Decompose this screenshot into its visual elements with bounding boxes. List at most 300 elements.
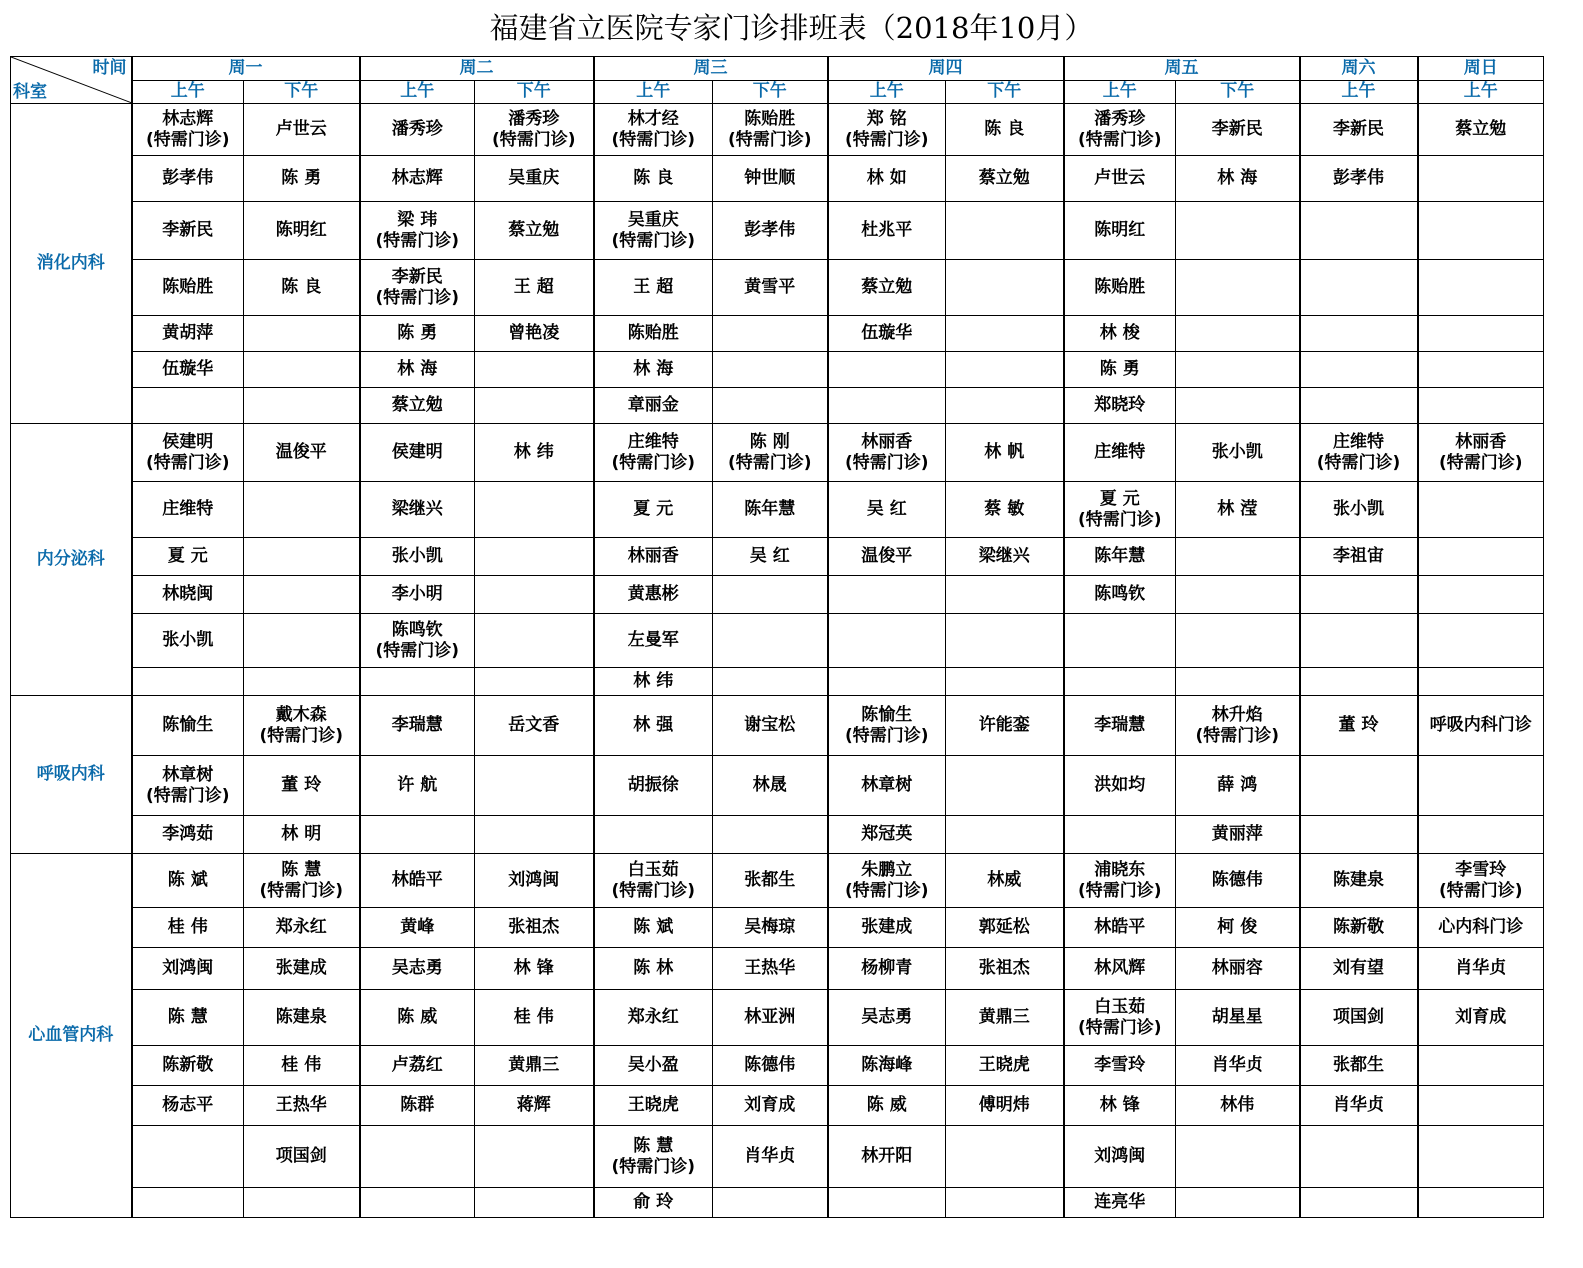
doctor-cell — [946, 156, 1064, 202]
doctor-cell — [828, 576, 946, 614]
doctor-name: 林 海 — [1217, 168, 1258, 188]
doctor-name: 刘育成 — [1455, 1007, 1507, 1027]
table-row — [11, 816, 1544, 854]
doctor-cell — [1176, 260, 1300, 316]
doctor-cell — [1064, 1126, 1176, 1188]
doctor-cell — [946, 260, 1064, 316]
doctor-name: 温俊平 — [275, 442, 327, 462]
doctor-name: 庄维特 — [162, 499, 214, 519]
doctor-name: 杨柳青 — [861, 958, 913, 978]
doctor-cell — [713, 260, 828, 316]
doctor-cell — [132, 1126, 244, 1188]
doctor-name: 张小凯 — [1211, 442, 1263, 462]
day-header: 周日 — [1418, 57, 1544, 81]
doctor-name: 董 玲 — [1338, 715, 1379, 735]
doctor-cell — [1176, 1126, 1300, 1188]
doctor-cell — [475, 668, 594, 696]
doctor-cell — [1418, 260, 1544, 316]
doctor-name: 陈贻胜 — [627, 323, 679, 343]
doctor-name: 俞 玲 — [633, 1192, 674, 1212]
slot-header: 下午 — [1176, 80, 1300, 104]
doctor-cell — [475, 756, 594, 816]
table-row — [11, 352, 1544, 388]
doctor-name: 林 强 — [633, 715, 674, 735]
doctor-name: 林丽容 — [1211, 958, 1263, 978]
doctor-name: 林志辉 — [391, 168, 443, 188]
doctor-cell — [1418, 482, 1544, 538]
doctor-name: 陈年慧 — [744, 499, 796, 519]
doctor-cell — [1300, 696, 1418, 756]
doctor-cell — [132, 668, 244, 696]
doctor-cell — [713, 538, 828, 576]
doctor-name: 刘鸿闽 — [162, 958, 214, 978]
slot-header: 下午 — [713, 80, 828, 104]
doctor-cell — [475, 614, 594, 668]
doctor-name: 洪如均 — [1094, 775, 1146, 795]
doctor-name: 曾艳凌 — [508, 323, 560, 343]
doctor-name: 郑晓玲 — [1094, 395, 1146, 415]
doctor-name: 心内科门诊 — [1438, 917, 1524, 937]
doctor-cell — [132, 538, 244, 576]
doctor-cell — [1418, 1046, 1544, 1086]
doctor-cell — [946, 854, 1064, 908]
doctor-name: 李新民 — [1333, 119, 1384, 139]
doctor-cell — [713, 990, 828, 1046]
doctor-cell — [132, 1086, 244, 1126]
doctor-cell — [1418, 696, 1544, 756]
doctor-cell — [828, 482, 946, 538]
special-clinic-note: (特需门诊) — [375, 230, 460, 251]
doctor-cell — [1064, 1086, 1176, 1126]
slot-header: 上午 — [132, 80, 244, 104]
doctor-cell — [475, 990, 594, 1046]
doctor-cell — [1064, 156, 1176, 202]
doctor-cell — [1418, 316, 1544, 352]
doctor-name: 王热华 — [275, 1095, 327, 1115]
doctor-cell — [1300, 1086, 1418, 1126]
doctor-cell — [828, 948, 946, 990]
doctor-cell — [244, 104, 360, 156]
doctor-cell — [132, 948, 244, 990]
doctor-cell — [828, 1126, 946, 1188]
doctor-cell — [360, 614, 475, 668]
doctor-name: 戴木森 — [275, 704, 327, 725]
doctor-name: 蒋辉 — [516, 1095, 551, 1115]
doctor-name: 陈 斌 — [633, 917, 674, 937]
doctor-name: 伍璇华 — [861, 323, 913, 343]
doctor-name: 郑冠英 — [861, 824, 913, 844]
table-row — [11, 202, 1544, 260]
doctor-name: 肖华贞 — [1455, 958, 1507, 978]
doctor-name: 李瑞慧 — [1094, 715, 1146, 735]
doctor-cell — [360, 482, 475, 538]
doctor-cell — [1176, 316, 1300, 352]
doctor-cell — [946, 908, 1064, 948]
doctor-name: 陈 慧 — [167, 1007, 208, 1027]
doctor-cell — [132, 816, 244, 854]
doctor-name: 陈鸣钦 — [1094, 584, 1146, 604]
doctor-cell — [360, 948, 475, 990]
doctor-name: 潘秀珍 — [1094, 108, 1146, 129]
doctor-name: 蔡立勉 — [978, 168, 1030, 188]
doctor-name: 黄鼎三 — [978, 1007, 1030, 1027]
doctor-name: 陈 威 — [397, 1007, 438, 1027]
doctor-name: 蔡 敏 — [984, 499, 1025, 519]
special-clinic-note: (特需门诊) — [145, 452, 230, 473]
special-clinic-note: (特需门诊) — [259, 725, 344, 746]
doctor-cell — [244, 948, 360, 990]
doctor-name: 侯建明 — [162, 431, 214, 452]
doctor-name: 林丽香 — [627, 546, 679, 566]
day-header: 周五 — [1064, 57, 1300, 81]
doctor-cell — [946, 1046, 1064, 1086]
doctor-cell — [244, 908, 360, 948]
day-header: 周四 — [828, 57, 1064, 81]
doctor-cell — [1418, 756, 1544, 816]
doctor-cell — [1176, 104, 1300, 156]
doctor-cell — [244, 1126, 360, 1188]
doctor-cell — [1418, 668, 1544, 696]
doctor-cell — [132, 202, 244, 260]
table-row — [11, 388, 1544, 424]
doctor-cell — [132, 990, 244, 1046]
doctor-cell — [594, 1188, 713, 1218]
doctor-name: 蔡立勉 — [1455, 119, 1507, 139]
doctor-cell — [594, 1086, 713, 1126]
doctor-name: 黄丽萍 — [1211, 824, 1263, 844]
table-row — [11, 316, 1544, 352]
doctor-name: 李雪玲 — [1455, 859, 1507, 880]
doctor-name: 王 超 — [633, 277, 674, 297]
doctor-name: 彭孝伟 — [162, 168, 214, 188]
doctor-cell — [475, 538, 594, 576]
doctor-cell — [828, 816, 946, 854]
doctor-name: 彭孝伟 — [1333, 168, 1384, 188]
doctor-name: 肖华贞 — [1211, 1055, 1263, 1075]
doctor-cell — [1418, 388, 1544, 424]
doctor-cell — [1418, 614, 1544, 668]
doctor-cell — [1176, 948, 1300, 990]
doctor-name: 杨志平 — [162, 1095, 214, 1115]
doctor-cell — [360, 424, 475, 482]
table-row — [11, 1046, 1544, 1086]
table-row — [11, 668, 1544, 696]
doctor-cell — [475, 352, 594, 388]
doctor-cell — [594, 908, 713, 948]
doctor-name: 林 如 — [866, 168, 907, 188]
doctor-cell — [1064, 352, 1176, 388]
doctor-cell — [713, 482, 828, 538]
doctor-cell — [360, 908, 475, 948]
doctor-name: 李雪玲 — [1094, 1055, 1146, 1075]
doctor-cell — [1300, 948, 1418, 990]
doctor-cell — [946, 696, 1064, 756]
day-header: 周二 — [360, 57, 594, 81]
doctor-cell — [946, 990, 1064, 1046]
table-row — [11, 1188, 1544, 1218]
doctor-cell — [1176, 156, 1300, 202]
doctor-cell — [946, 104, 1064, 156]
doctor-cell — [1176, 908, 1300, 948]
doctor-name: 陈 林 — [633, 958, 674, 978]
table-row — [11, 908, 1544, 948]
doctor-name: 肖华贞 — [744, 1146, 796, 1166]
table-row — [11, 156, 1544, 202]
doctor-cell — [1418, 104, 1544, 156]
doctor-name: 杜兆平 — [861, 220, 913, 240]
special-clinic-note: (特需门诊) — [1077, 129, 1162, 150]
doctor-cell — [1300, 424, 1418, 482]
doctor-name: 林皓平 — [391, 870, 443, 890]
day-header: 周六 — [1300, 57, 1418, 81]
table-row — [11, 482, 1544, 538]
doctor-cell — [475, 202, 594, 260]
doctor-name: 林章树 — [162, 764, 214, 785]
slot-header: 上午 — [1064, 80, 1176, 104]
doctor-name: 吴小盈 — [627, 1055, 679, 1075]
doctor-name: 林风辉 — [1094, 958, 1146, 978]
doctor-name: 陈新敬 — [162, 1055, 214, 1075]
doctor-name: 陈德伟 — [744, 1055, 796, 1075]
doctor-cell — [1300, 316, 1418, 352]
doctor-cell — [475, 948, 594, 990]
doctor-name: 郭延松 — [978, 917, 1030, 937]
doctor-cell — [828, 614, 946, 668]
doctor-name: 林志辉 — [162, 108, 214, 129]
table-row — [11, 260, 1544, 316]
doctor-cell — [1064, 260, 1176, 316]
doctor-cell — [1418, 1126, 1544, 1188]
doctor-cell — [594, 576, 713, 614]
doctor-name: 温俊平 — [861, 546, 913, 566]
doctor-name: 陈贻胜 — [162, 277, 214, 297]
doctor-cell — [132, 576, 244, 614]
doctor-name: 李新民 — [162, 220, 214, 240]
doctor-cell — [946, 538, 1064, 576]
doctor-cell — [713, 352, 828, 388]
doctor-cell — [132, 1188, 244, 1218]
doctor-name: 陈 威 — [866, 1095, 907, 1115]
doctor-cell — [1300, 854, 1418, 908]
doctor-name: 胡振徐 — [627, 775, 679, 795]
table-row — [11, 576, 1544, 614]
doctor-name: 吴重庆 — [627, 209, 679, 230]
doctor-name: 吴 红 — [866, 499, 907, 519]
doctor-cell — [132, 854, 244, 908]
doctor-cell — [244, 538, 360, 576]
doctor-cell — [946, 482, 1064, 538]
special-clinic-note: (特需门诊) — [259, 880, 344, 901]
doctor-cell — [594, 316, 713, 352]
doctor-cell — [1064, 1188, 1176, 1218]
doctor-cell — [360, 696, 475, 756]
doctor-name: 柯 俊 — [1217, 917, 1258, 937]
doctor-cell — [1064, 538, 1176, 576]
doctor-name: 陈建泉 — [275, 1007, 327, 1027]
doctor-cell — [1300, 908, 1418, 948]
doctor-name: 林 滢 — [1217, 499, 1258, 519]
doctor-cell — [713, 1086, 828, 1126]
slot-header: 上午 — [594, 80, 713, 104]
doctor-name: 林晟 — [752, 775, 787, 795]
doctor-cell — [1300, 260, 1418, 316]
doctor-name: 吴重庆 — [508, 168, 560, 188]
doctor-cell — [828, 696, 946, 756]
doctor-name: 黄胡萍 — [162, 323, 214, 343]
doctor-cell — [1176, 614, 1300, 668]
doctor-cell — [1300, 1046, 1418, 1086]
doctor-name: 许能銮 — [978, 715, 1030, 735]
doctor-cell — [475, 316, 594, 352]
doctor-cell — [360, 1188, 475, 1218]
doctor-name: 肖华贞 — [1333, 1095, 1384, 1115]
doctor-name: 王 超 — [513, 277, 554, 297]
doctor-cell — [244, 1086, 360, 1126]
doctor-name: 张祖杰 — [978, 958, 1030, 978]
doctor-cell — [475, 816, 594, 854]
doctor-name: 林 锋 — [513, 958, 554, 978]
special-clinic-note: (特需门诊) — [844, 129, 929, 150]
doctor-cell — [360, 538, 475, 576]
doctor-name: 李新民 — [391, 266, 443, 287]
doctor-name: 刘育成 — [744, 1095, 796, 1115]
doctor-cell — [1176, 388, 1300, 424]
doctor-cell — [946, 756, 1064, 816]
doctor-name: 陈鸣钦 — [391, 619, 443, 640]
doctor-cell — [1064, 756, 1176, 816]
doctor-cell — [594, 854, 713, 908]
doctor-cell — [475, 1188, 594, 1218]
doctor-cell — [475, 908, 594, 948]
doctor-name: 陈 良 — [984, 119, 1025, 139]
doctor-cell — [713, 424, 828, 482]
doctor-cell — [594, 424, 713, 482]
doctor-cell — [594, 948, 713, 990]
doctor-name: 林皓平 — [1094, 917, 1146, 937]
doctor-name: 黄鼎三 — [508, 1055, 560, 1075]
doctor-cell — [132, 424, 244, 482]
doctor-name: 张小凯 — [162, 630, 214, 650]
doctor-name: 卢荔红 — [391, 1055, 443, 1075]
table-row — [11, 948, 1544, 990]
doctor-cell — [244, 388, 360, 424]
doctor-cell — [475, 482, 594, 538]
doctor-name: 彭孝伟 — [744, 220, 796, 240]
doctor-cell — [132, 388, 244, 424]
special-clinic-note: (特需门诊) — [1195, 725, 1280, 746]
department-name: 消化内科 — [11, 104, 132, 424]
doctor-cell — [1418, 816, 1544, 854]
doctor-cell — [244, 816, 360, 854]
doctor-cell — [713, 316, 828, 352]
doctor-cell — [1176, 482, 1300, 538]
slot-header: 上午 — [828, 80, 946, 104]
doctor-cell — [1300, 538, 1418, 576]
doctor-name: 黄雪平 — [744, 277, 796, 297]
doctor-name: 呼吸内科门诊 — [1429, 715, 1532, 735]
doctor-cell — [713, 696, 828, 756]
doctor-cell — [244, 316, 360, 352]
doctor-cell — [713, 1126, 828, 1188]
header-slots-row — [11, 80, 1544, 104]
doctor-name: 蔡立勉 — [391, 395, 443, 415]
doctor-cell — [1300, 1188, 1418, 1218]
doctor-name: 胡星星 — [1211, 1007, 1263, 1027]
doctor-cell — [1418, 202, 1544, 260]
doctor-cell — [1418, 948, 1544, 990]
doctor-name: 蔡立勉 — [861, 277, 913, 297]
doctor-name: 桂 伟 — [513, 1007, 554, 1027]
corner-cell — [11, 57, 132, 104]
special-clinic-note: (特需门诊) — [1077, 880, 1162, 901]
doctor-cell — [828, 1046, 946, 1086]
doctor-cell — [1064, 482, 1176, 538]
doctor-cell — [475, 104, 594, 156]
doctor-cell — [1176, 668, 1300, 696]
doctor-name: 董 玲 — [281, 775, 322, 795]
doctor-cell — [828, 156, 946, 202]
doctor-cell — [360, 1086, 475, 1126]
doctor-name: 王晓虎 — [978, 1055, 1030, 1075]
doctor-cell — [1418, 1086, 1544, 1126]
doctor-name: 林 纬 — [513, 442, 554, 462]
doctor-name: 薛 鸿 — [1217, 775, 1258, 795]
doctor-cell — [132, 316, 244, 352]
doctor-cell — [594, 1046, 713, 1086]
doctor-name: 陈 勇 — [1099, 359, 1140, 379]
doctor-cell — [360, 854, 475, 908]
doctor-cell — [132, 696, 244, 756]
doctor-name: 陈群 — [400, 1095, 435, 1115]
doctor-name: 夏 元 — [633, 499, 674, 519]
doctor-name: 庄维特 — [1094, 442, 1146, 462]
table-row — [11, 1086, 1544, 1126]
doctor-cell — [360, 260, 475, 316]
doctor-cell — [1418, 990, 1544, 1046]
doctor-name: 吴志勇 — [861, 1007, 913, 1027]
doctor-cell — [1300, 614, 1418, 668]
doctor-cell — [1418, 352, 1544, 388]
doctor-name: 潘秀珍 — [391, 119, 443, 139]
doctor-name: 李瑞慧 — [391, 715, 443, 735]
doctor-name: 白玉茹 — [627, 859, 679, 880]
doctor-name: 李新民 — [1211, 119, 1263, 139]
doctor-name: 岳文香 — [508, 715, 560, 735]
doctor-cell — [713, 1188, 828, 1218]
doctor-cell — [1064, 854, 1176, 908]
doctor-cell — [1300, 482, 1418, 538]
doctor-name: 谢宝松 — [744, 715, 796, 735]
doctor-cell — [475, 1046, 594, 1086]
doctor-cell — [132, 482, 244, 538]
doctor-cell — [1300, 104, 1418, 156]
doctor-name: 傅明炜 — [978, 1095, 1030, 1115]
doctor-name: 张祖杰 — [508, 917, 560, 937]
doctor-cell — [713, 908, 828, 948]
doctor-cell — [594, 1126, 713, 1188]
special-clinic-note: (特需门诊) — [1316, 452, 1401, 473]
doctor-cell — [360, 388, 475, 424]
doctor-cell — [475, 696, 594, 756]
doctor-cell — [244, 352, 360, 388]
doctor-name: 吴 红 — [749, 546, 790, 566]
doctor-cell — [132, 756, 244, 816]
doctor-name: 浦晓东 — [1094, 859, 1146, 880]
doctor-name: 郑永红 — [275, 917, 327, 937]
doctor-name: 夏 元 — [1099, 488, 1140, 509]
doctor-name: 张小凯 — [391, 546, 443, 566]
doctor-cell — [1064, 816, 1176, 854]
